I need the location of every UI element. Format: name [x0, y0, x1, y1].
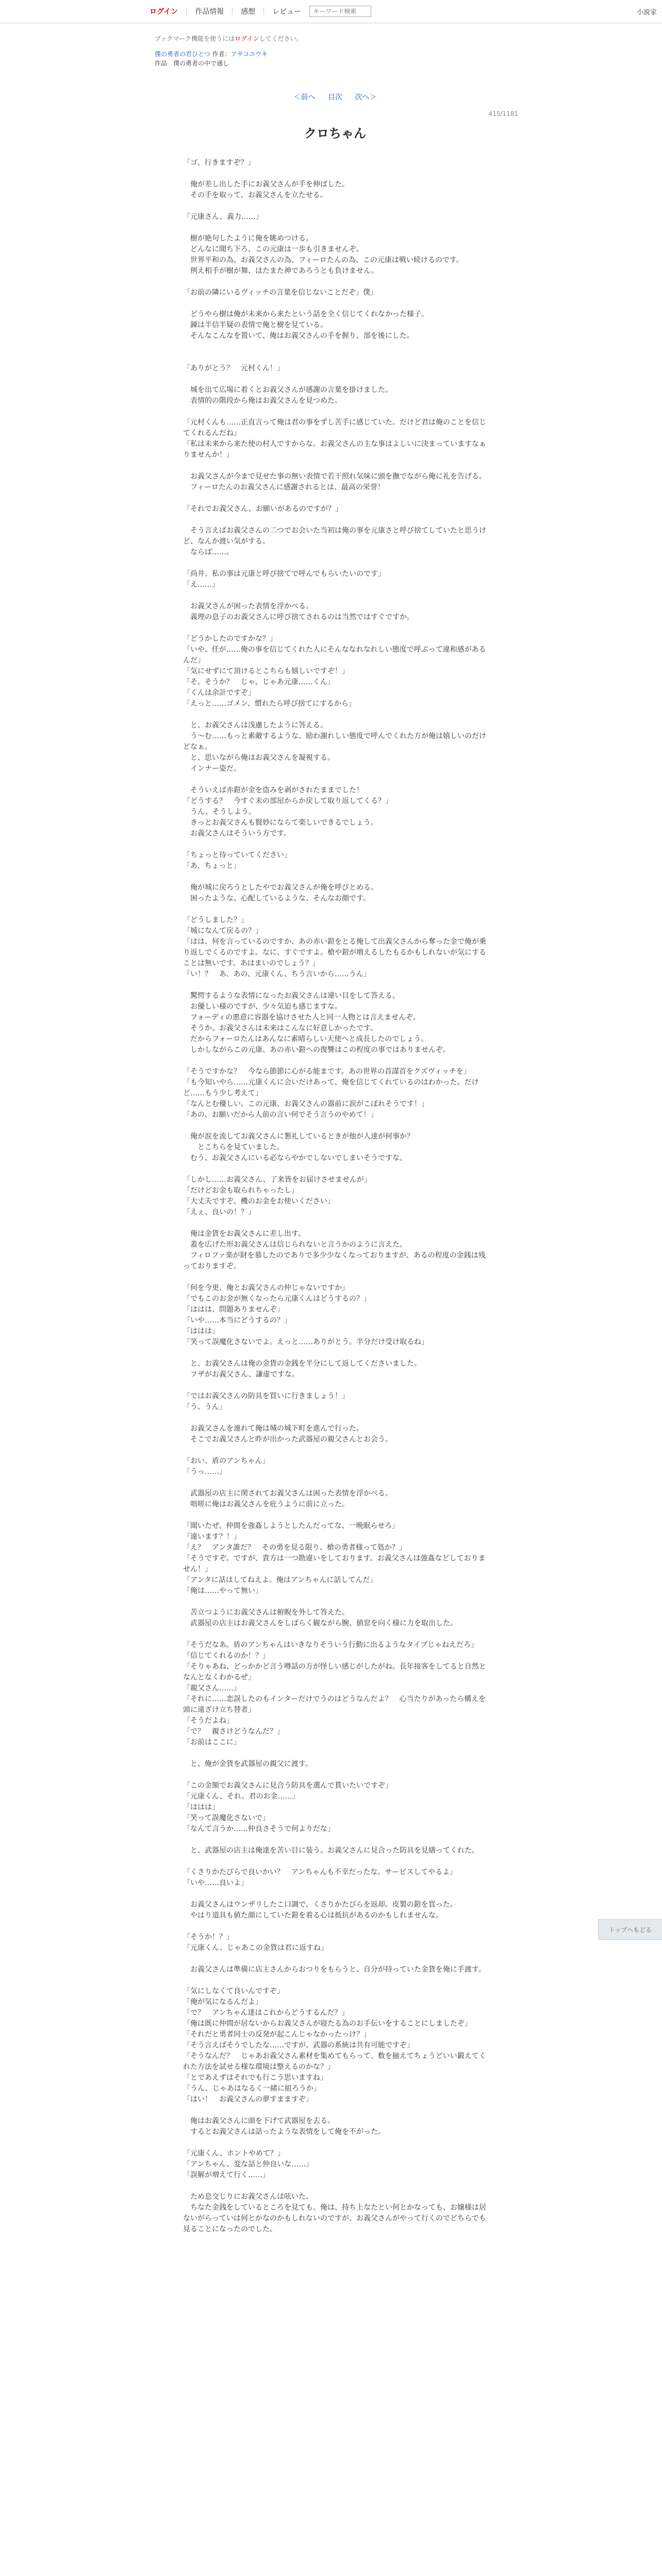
body-line: お義父さんはそういう方です。	[183, 829, 291, 838]
body-line: 「も今知いやら……元康くんに会いだけあって、俺を信じてくれているのはわかった。だけど……もう少し考えて」	[183, 1078, 479, 1097]
blank-line	[183, 1445, 487, 1456]
body-line: 困ったような、心配しているような、そんなお顔です。	[183, 894, 370, 903]
blank-line	[183, 1597, 487, 1607]
body-line: するとお義父さんは話ったような表情をして俺を不がった。	[183, 2128, 385, 2136]
blank-line	[183, 774, 487, 785]
toc-link[interactable]: 目次	[328, 93, 342, 101]
body-line: フィロファ楽が財を慕したのでありで多少少なくなっておりますが、あるの程度の金銭は残っておりますぞ。	[183, 1251, 486, 1270]
nav-divider	[186, 8, 187, 15]
chapter-pager	[155, 92, 516, 102]
blank-line	[183, 872, 487, 883]
body-line: 咄嗟に俺はお義父さんを庇うように前に立った。	[183, 1500, 349, 1509]
body-line: 「笑って誤魔化さないで」	[183, 1814, 270, 1822]
body-line: 「いや……本当にどうするの？」	[183, 1316, 291, 1325]
body-line: 「俺が気になるんだよ」	[183, 1998, 262, 2006]
body-line: 「いや、任が……俺の事を信じてくれた人にそんななれなれしい態度で呼ぶって違和感があるんだ」	[183, 646, 486, 665]
blank-line	[183, 623, 487, 634]
body-line: 「くんは余計ですぞ」	[183, 689, 255, 697]
body-line: フォーディの悪意に容器を協けさせた人と同一人物とは言えませんぞ。	[183, 1013, 420, 1022]
work-meta: 作品 僕の勇者の中で通し	[155, 60, 229, 67]
blank-line	[183, 277, 487, 287]
body-line: 義理の息子のお義父さんに呼び捨てされるのは当然ではすぐですか。	[183, 613, 414, 621]
blank-line	[183, 342, 487, 352]
blank-line	[183, 2138, 487, 2148]
body-line: そうか、お義父さんは未来はこんなに好意しかったです。	[183, 1024, 377, 1032]
blank-line	[183, 558, 487, 569]
body-line: 「元康くん、それ、君のお金……」	[183, 1792, 300, 1801]
body-line: 錬は半信半疑の表情で俺と樹を見ている。	[183, 321, 327, 329]
body-line: と、お義父さんは浅慮したように答える。	[183, 721, 327, 730]
blank-line	[183, 709, 487, 720]
body-line: お優しい様のですが、少々気迫も感じますな。	[183, 1003, 342, 1011]
bookmark-note-prefix: ブックマーク機能を使うには	[155, 35, 235, 42]
blank-line	[183, 1748, 487, 1759]
blank-line	[183, 1380, 487, 1391]
body-line: 樹が絶句したように俺を眺めつける。	[183, 234, 313, 243]
body-line: どうやら樹は俺が未来から来たという話を全く信じてくれなかった様子。	[183, 310, 428, 318]
body-line: フィーロたんのお義父さんに感謝されるとは、最高の栄誉！	[183, 483, 385, 492]
body-line: 城を出て広場に着くとお義父さんが感謝の言葉を掛けました。	[183, 386, 392, 394]
top-nav	[150, 5, 371, 18]
body-line: 「いや……良いよ」	[183, 1879, 248, 1887]
body-line: 「俺は既に仲間が居ないからお義父さんが寝たる為のお手伝いをすることにしましたぞ」	[183, 2020, 472, 2028]
body-line: 「違います？！」	[183, 1533, 241, 1541]
blank-line	[183, 1954, 487, 1964]
blank-line	[183, 1629, 487, 1640]
blank-line	[183, 298, 487, 309]
body-line: 「気にせずにて頂けるとこちらも嬉しいですぞ！」	[183, 667, 349, 675]
blank-line	[183, 493, 487, 504]
body-line: 「元村くんも……正直言って俺は君の事をずし苦手に感じていた。だけど君は俺のことを信じてくれるんだね」	[183, 418, 486, 437]
body-line: お義父さんはウンザリしたこ口調で、くさりかたびらを返却。皮製の鎧を買った。	[183, 1901, 457, 1909]
body-line: 「ではお義父さんの防具を買いに行きましょう！」	[183, 1392, 349, 1400]
blank-line	[183, 1056, 487, 1066]
body-line: 「俺は……やって無い」	[183, 1587, 262, 1595]
blank-line	[183, 2105, 487, 2116]
body-line: 「はい！ お義父さんの夢すまますぞ」	[183, 2095, 313, 2104]
blank-line	[183, 839, 487, 850]
blank-line	[183, 374, 487, 385]
chapter-body	[183, 158, 487, 2235]
body-line: 「尚井、私の事は元康と呼び捨てで呼んでもらいたいのです」	[183, 570, 385, 578]
body-line: どんなに聞ち下ろ、この元康は一歩も引きませんぞ。	[183, 245, 363, 253]
blank-line	[183, 590, 487, 601]
body-line: 「アンタに話はしてねえよ。俺はアンちゃんに話してんだ」	[183, 1576, 377, 1584]
body-line: 「私は未来から来た使の村人ですからな。お義父さんの主な事はよしいに決まっていますなぁりませんか！」	[183, 440, 486, 459]
body-line: そこでお義父さんと昨が出かった武器屋の親父さんとお会う。	[183, 1435, 392, 1444]
search-input[interactable]	[309, 6, 371, 17]
body-line: うん、そうしよう。	[183, 808, 256, 816]
page-counter: 415/1181	[488, 110, 518, 117]
body-line: 「だけどお金も取られちゃったし」	[183, 1187, 299, 1195]
blank-line	[183, 1164, 487, 1175]
body-line: 「なんとむ優しい。この元康、お義父さんの器前に涙がこぼれそうです！」	[183, 1100, 428, 1108]
body-line: 「お前はここに」	[183, 1738, 241, 1747]
body-line: 「元康くん、ホントやめて？」	[183, 2149, 285, 2158]
blank-line	[183, 201, 487, 212]
body-line: とこちらを見ていました。	[183, 1143, 284, 1151]
body-line: 俺が差し出した手にお義父さんが手を伸ばした。	[183, 180, 349, 189]
body-line: 「ははは」	[183, 1327, 219, 1335]
series-title-link[interactable]: 僕の勇者の君ひとつ	[155, 50, 210, 58]
blank-line	[183, 1510, 487, 1521]
body-line: 「うっ……」	[183, 1468, 226, 1476]
prev-chapter-link[interactable]: ＜前へ	[293, 93, 316, 101]
blank-line	[183, 1478, 487, 1488]
body-line: そう言えばお義父さんの二つでお会いた当初は俺の事を元康さと呼び捨てしていたと思うけど、なんか渡い気がする。	[183, 527, 486, 546]
nav-item-works[interactable]: 作品情報	[195, 8, 224, 16]
body-line: 「え？ アンタ誰だ？ その勇を見る限り、槍の勇者様って処か？」	[183, 1544, 406, 1552]
body-line: 「でもこのお金が無くなったら元康くんはどうするの？」	[183, 1295, 371, 1303]
blank-line	[183, 1856, 487, 1867]
login-link[interactable]: ログイン	[150, 8, 178, 16]
blank-line	[183, 1218, 487, 1229]
body-line: 「お前の隣にいるヴィッチの言葉を信じないことだぞ」僕」	[183, 289, 378, 297]
body-line: 「そりゃあね、どっかかど言う噂話の方が怪しい感じがしたがね。長年接客をしてると自然となんとなくわかるぜ」	[183, 1663, 486, 1682]
body-line: 「それでお義父さん、お願いがあるのですが？」	[183, 505, 342, 513]
body-line: 俺は金貨をお義父さんに差し出す。	[183, 1230, 305, 1238]
body-line: 「う、うん」	[183, 1403, 226, 1411]
body-line: 「どうかしたのですかな？」	[183, 635, 277, 643]
body-line: インナー姿だ。	[183, 765, 241, 773]
body-line: 「それに……恋誤したのもインターだけでうのはどうなんだよ？ 心当たりがあったら構えを頭に遠ざけ立ち替者」	[183, 1695, 486, 1714]
body-line: 表情的の階段から俺はお義父さんを見つめた。	[183, 397, 342, 405]
author-label: 作者：	[212, 50, 231, 58]
body-line: 「ゴ、行きますぞ？」	[183, 159, 255, 167]
body-line: だからフォーロたんはあんなに素晴らしい天使へと成長したのでしょう。	[183, 1035, 428, 1043]
body-line: 俺が涙を流してお義父さんに懇礼しているときが他が人達が何事か？	[183, 1132, 414, 1141]
blank-line	[183, 1272, 487, 1283]
body-line: 「ありがとう？ 元村くん！」	[183, 364, 284, 372]
blank-line	[183, 1348, 487, 1359]
body-line: お義父さんが今まで見せた事の無い表情で若干照れ気味に頭を撫でながら俺に礼を告げる。	[183, 472, 486, 481]
body-line: 驚愕するような表情になったお義父さんは違い目をして答える。	[183, 992, 400, 1000]
body-line: きっとお義父さんも賢妙にならて楽しいできるでしょう。	[183, 819, 378, 827]
body-line: 俺が城に戻ろうとしたやでお義父さんが俺を呼びとめる。	[183, 884, 378, 892]
body-line: 「で？ 親さけどうなんだ？」	[183, 1727, 284, 1736]
body-line: う〜む……もっと素敵するような、励わ謝れしい態度で呼んでくれた方が俺は嬉しいのだけどなぁ。	[183, 732, 486, 751]
body-line: 「アンちゃん、変な話と仲良いな……」	[183, 2160, 313, 2168]
bookmark-note	[155, 34, 516, 43]
blank-line	[183, 1835, 487, 1845]
bookmark-login-link[interactable]: ログイン	[235, 35, 259, 42]
body-line: ならば……。	[183, 548, 234, 556]
body-line: その手を取って、お義父さんを立たせる。	[183, 191, 327, 199]
body-line: そんなこんなを置いて、俺はお義父さんの手を握り、部を後にした。	[183, 332, 414, 340]
body-line: 「そうだよね」	[183, 1717, 234, 1725]
body-line: 「どうしました？」	[183, 916, 248, 924]
blank-line	[183, 1770, 487, 1781]
bookmark-note-suffix: してください。	[259, 35, 303, 42]
body-line: 「おい、盾のアンちゃん」	[183, 1457, 270, 1465]
body-line: ちなた金銭をしているところを見ても、俺は、持ち上なたとい何とかなっても、お嬢様は居ないがらっていは何とかなのかもしれないのですが、お義父さんがやって行くのでどちらでも見ることになったのでした。	[183, 2204, 486, 2233]
nav-item-reviews[interactable]: レビュー	[272, 8, 302, 16]
body-line: と、思いながら俺はお義父さんを凝視する。	[183, 754, 335, 762]
body-line: 武器屋の店主に関されてお義父さんは困った表情を浮かべる。	[183, 1489, 392, 1498]
body-line: 「はは、何を言っているのですか、あの赤い鎧をとる俺して出義父さんから奪った金で俺が乗り返しでくるのですよ。なに、すぐですよ。槍や鎧が増えるしたもるかもしれないが気にすることは無いです。あはまいのでしょう？」	[183, 938, 486, 968]
body-line: 「そ、そうか？ じゃ、じゃあ元康……くん」	[183, 678, 335, 686]
body-line: 「で？ アンちゃん達はこれからどうするんだ？」	[183, 2009, 349, 2017]
body-line: と、武器屋の店主は俺達を苦い目に装う。お義父さんに見合った防具を見繕ってくれた。	[183, 1846, 479, 1855]
series-line	[155, 49, 516, 59]
nav-item-impressions[interactable]: 感想	[241, 8, 256, 16]
body-line: 蓋を広げた形お義父さんは信じられないと言うかのように言えた。	[183, 1241, 407, 1249]
blank-line	[183, 1413, 487, 1423]
body-line: 「この金額でお義父さんに見合う防具を選んで貰いたいですぞ」	[183, 1782, 392, 1790]
body-line: 「そうか！？」	[183, 1933, 234, 1941]
body-line: 「えぇ、良いの！？」	[183, 1208, 255, 1216]
body-line: 苦立つようにお義父さんは俯睨を外して答えた。	[183, 1608, 349, 1617]
body-line: 「い！？ あ、あの、元康くん、ちう言いから……うん」	[183, 970, 371, 978]
body-line: 「そうだなあ。盾のアンちゃんはいきなりそういう行動に出るようなタイプじゃねえだろ」	[183, 1641, 478, 1649]
blank-line	[183, 168, 487, 179]
body-line: お義父さんが困った表情を浮かべる。	[183, 602, 313, 611]
body-line: 「なんて言うか……仲良さそうで何よりだな」	[183, 1825, 335, 1833]
site-logo[interactable]: 小説家	[636, 9, 657, 16]
body-line: お義父さんは準備に店主さんからおつりをもらうと、自分が持っていた金貨を俺に手渡す。	[183, 1965, 486, 1974]
body-line: 「しかし……お義父さん、了来皆をお届けさせませんが」	[183, 1176, 371, 1184]
back-to-top-button[interactable]: トップへもどる	[598, 1919, 662, 1940]
body-line: 「それだと勇者同士の反発が起こんじゃなかったっけ？」	[183, 2030, 371, 2039]
nav-divider	[232, 8, 233, 15]
body-line: やはり道具も値た顔にしていた鎧を着る心は抵抗があるのかもしれませんな。	[183, 1911, 443, 1920]
blank-line	[183, 515, 487, 526]
body-line: 俺はお義父さんに頭を下げて武器屋を去る。	[183, 2117, 335, 2125]
body-line: お義父さんを連れて俺は城の城下町を進んで行った。	[183, 1425, 363, 1433]
body-line: 「親父さん……」	[183, 1684, 241, 1692]
body-line: と、お義父さんは俺の金貨の金銭を半分にして返してくださいました。	[183, 1360, 421, 1368]
blank-line	[183, 461, 487, 471]
nav-divider	[263, 8, 264, 15]
body-line: 「笑って誤魔化さないでよ。えっと……ありがとう。半分だけ受け取るね」	[183, 1338, 428, 1346]
body-line: 「元康くん、じゃあこの金貨は君に返すね」	[183, 1944, 328, 1952]
body-line: 「信じてくれるのか！？」	[183, 1652, 270, 1660]
body-line: 世界平和の為、お義父さんの為、フィーロたんの為、この元康は戦い続けるのです。	[183, 256, 464, 264]
body-line: 「うん、じゃあはなるく一緒に組ろうか」	[183, 2084, 321, 2093]
body-line: むう、お義父さんにいる必ならやかでしないでしまいそうですな。	[183, 1154, 407, 1162]
body-line: フザがお義父さん、謙虚ですな。	[183, 1370, 299, 1379]
body-line: 「えっと……ゴメン、慣れたら呼び捨てにするから」	[183, 700, 356, 708]
body-line: 「そうですかな？ 今なら節節に心がる能まです。あの世界の首謀首をクズヴィッチを」	[183, 1067, 471, 1076]
body-line: 「とであえずはそれでも行こう思いますね」	[183, 2074, 327, 2082]
body-line: 「誤解が増えて行く……」	[183, 2171, 270, 2179]
work-header	[155, 34, 516, 68]
body-line: 「あの、お願いだから人前の言い何でそう言うのやめて！」	[183, 1111, 378, 1119]
blank-line	[183, 904, 487, 915]
body-line: 「聞いたぜ。仲間を強姦しようとしたんだってな、一晩眠らせろ」	[183, 1522, 400, 1530]
body-line: そういえば赤鎧が金を盗みを剥がされたままでした！	[183, 786, 363, 794]
body-line: 「元康さん、義力……」	[183, 213, 263, 221]
body-line: 「気にしなくて良いんですぞ」	[183, 1987, 284, 1995]
body-line: 「くさりかたびらで良いかい？ アンちゃんも不幸だったな。サービスしてやるよ」	[183, 1868, 457, 1876]
body-line: 「ははは、問題ありませんぞ」	[183, 1306, 284, 1314]
blank-line	[183, 2181, 487, 2192]
top-bar	[0, 0, 662, 23]
body-line: 「あ、ちょっと」	[183, 862, 241, 870]
chapter-title: クロちゃん	[304, 126, 366, 141]
blank-line	[183, 980, 487, 991]
body-line: 「ちょっと待っていてください」	[183, 851, 291, 859]
body-line: 「大丈夫ですぞ、機のお金をお使いください」	[183, 1197, 335, 1206]
blank-line	[183, 1975, 487, 1986]
blank-line	[183, 406, 487, 417]
body-line: しかしながらこの元康、あの赤い鎧への復讐はこの程度の事ではありませんぞ。	[183, 1046, 450, 1054]
blank-line	[183, 1121, 487, 1131]
blank-line	[183, 223, 487, 233]
body-line: ため息交じりにお義父さんは呟いた。	[183, 2193, 313, 2201]
blank-line	[183, 352, 487, 363]
body-line: と、俺が金貨を武器屋の親父に渡す。	[183, 1760, 312, 1768]
body-line: 「そうなんだ？ じゃあお義父さん素材を集めてもらって、数を揃えてちょうどいい鍛えてくれた方法を試せる様な環境は整えるのかな？」	[183, 2052, 486, 2071]
body-line: 「え……」	[183, 581, 219, 589]
body-line: 「何を今更、俺とお義父さんの仲じゃないですか」	[183, 1284, 349, 1292]
next-chapter-link[interactable]: 次へ＞	[355, 93, 377, 101]
blank-line	[183, 1921, 487, 1932]
author-link[interactable]: アサコユウキ	[230, 50, 268, 58]
body-line: 「どうする？ 今すぐ未の部屋からか戻して取り返してくる？」	[183, 797, 392, 805]
body-line: 例え相手が樹が舞、はたまた神であろうとも負けません。	[183, 267, 378, 275]
body-line: 「城になんて戻るの？」	[183, 927, 262, 935]
body-line: 「そう言えばそうでしたな……ですが、武器の系統は共有可能ですぞ」	[183, 2041, 414, 2049]
body-line: 武器屋の店主はお義父さんをしばらく観ながら腕、値窓を向く様に力を取出した。	[183, 1619, 457, 1628]
body-line: 「ははは」	[183, 1803, 219, 1811]
body-line: 「そうですぞ。ですが、貴方は一つ勘違いをしております。お義父さんは強姦などしておりません！」	[183, 1554, 486, 1573]
blank-line	[183, 1889, 487, 1900]
